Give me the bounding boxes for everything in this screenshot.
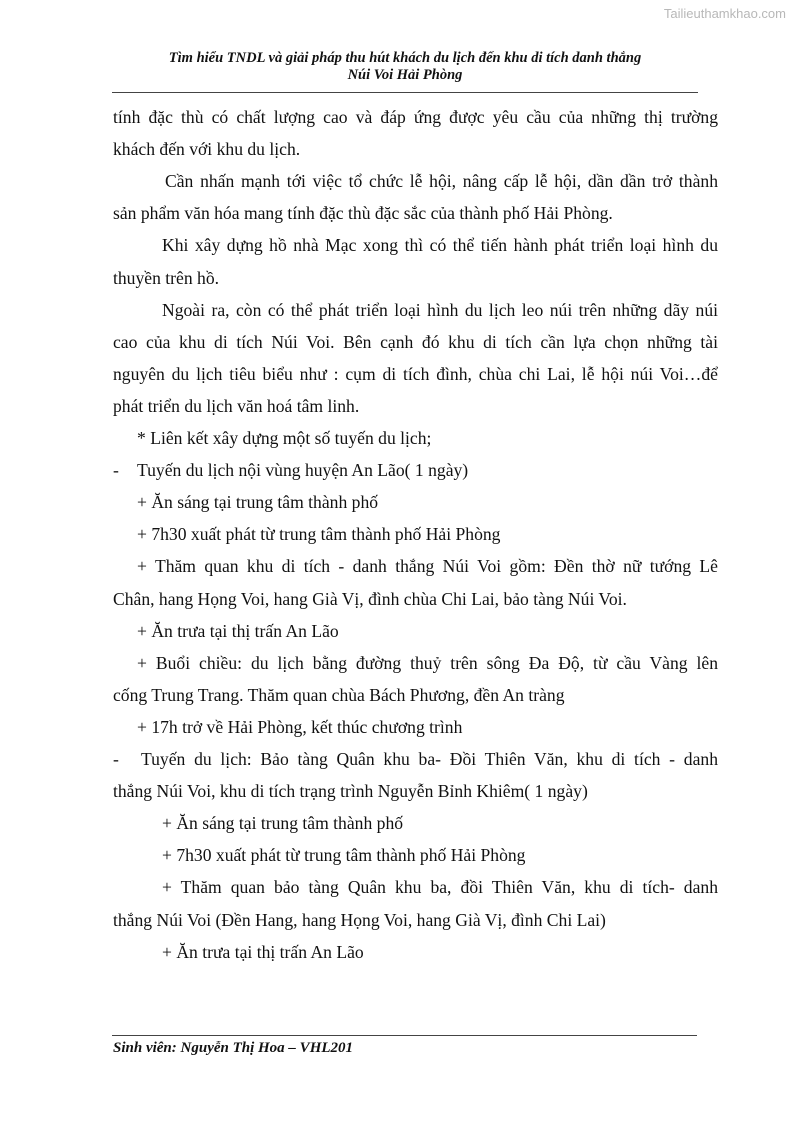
body-line: + 7h30 xuất phát từ trung tâm thành phố Hải Phòng	[137, 524, 501, 544]
body-line: + Thăm quan khu di tích - danh thắng Núi Voi gồm: Đền thờ nữ tướng Lê	[137, 556, 718, 576]
list-dash: -	[113, 749, 119, 769]
body-line: Khi xây dựng hồ nhà Mạc xong thì có thể tiến hành phát triển loại hình du	[162, 235, 718, 255]
body-line: tính đặc thù có chất lượng cao và đáp ứng được yêu cầu của những thị trường	[113, 107, 718, 127]
body-line: Ngoài ra, còn có thể phát triển loại hình du lịch leo núi trên những dãy núi	[162, 300, 718, 320]
header-divider	[112, 92, 698, 93]
body-line: cao của khu di tích Núi Voi. Bên cạnh đó khu di tích cần lựa chọn những tài	[113, 332, 718, 352]
body-line: Cần nhấn mạnh tới việc tổ chức lễ hội, nâng cấp lễ hội, dần dần trở thành	[165, 171, 718, 191]
header-title-line1: Tìm hiểu TNDL và giải pháp thu hút khách du lịch đến khu di tích danh thắng	[168, 50, 642, 66]
body-line: + Thăm quan bảo tàng Quân khu ba, đồi Thiên Văn, khu di tích- danh	[162, 877, 718, 897]
body-line: thuyền trên hồ.	[113, 268, 220, 288]
body-line: + Ăn trưa tại thị trấn An Lão	[162, 942, 364, 962]
body-line: cống Trung Trang. Thăm quan chùa Bách Phương, đền An tràng	[113, 685, 565, 705]
body-line: * Liên kết xây dựng một số tuyến du lịch;	[137, 428, 432, 448]
body-line: + Ăn sáng tại trung tâm thành phố	[162, 813, 404, 833]
body-line: + 17h trở về Hải Phòng, kết thúc chương trình	[137, 717, 463, 737]
body-line: Tuyến du lịch: Bảo tàng Quân khu ba- Đồi Thiên Văn, khu di tích - danh	[141, 749, 718, 769]
body-line: Chân, hang Họng Voi, hang Già Vị, đình chùa Chi Lai, bảo tàng Núi Voi.	[113, 589, 627, 609]
body-line: thắng Núi Voi, khu di tích trạng trình Nguyễn Bỉnh Khiêm( 1 ngày)	[113, 781, 588, 801]
body-line: khách đến với khu du lịch.	[113, 139, 301, 159]
header-title-line2: Núi Voi Hải Phòng	[347, 67, 463, 83]
body-line: + Buổi chiều: du lịch bằng đường thuỷ trên sông Đa Độ, từ cầu Vàng lên	[137, 653, 718, 673]
page-footer: Sinh viên: Nguyễn Thị Hoa – VHL201	[113, 1040, 354, 1056]
page-header	[112, 50, 698, 84]
body-line: sản phẩm văn hóa mang tính đặc thù đặc sắc của thành phố Hải Phòng.	[113, 203, 613, 223]
body-line: nguyên du lịch tiêu biểu như : cụm di tích đình, chùa chi Lai, lễ hội núi Voi…để	[113, 364, 718, 384]
body-line: + 7h30 xuất phát từ trung tâm thành phố Hải Phòng	[162, 845, 526, 865]
body-line: Tuyến du lịch nội vùng huyện An Lão( 1 ngày)	[137, 460, 469, 480]
watermark: Tailieuthamkhao.com	[663, 6, 786, 21]
body-line: + Ăn trưa tại thị trấn An Lão	[137, 621, 339, 641]
footer-divider	[112, 1035, 697, 1036]
body-line: phát triển du lịch văn hoá tâm linh.	[113, 396, 360, 416]
list-dash: -	[113, 460, 119, 480]
body-line: + Ăn sáng tại trung tâm thành phố	[137, 492, 379, 512]
body-line: thắng Núi Voi (Đền Hang, hang Họng Voi, hang Già Vị, đình Chi Lai)	[113, 910, 606, 930]
